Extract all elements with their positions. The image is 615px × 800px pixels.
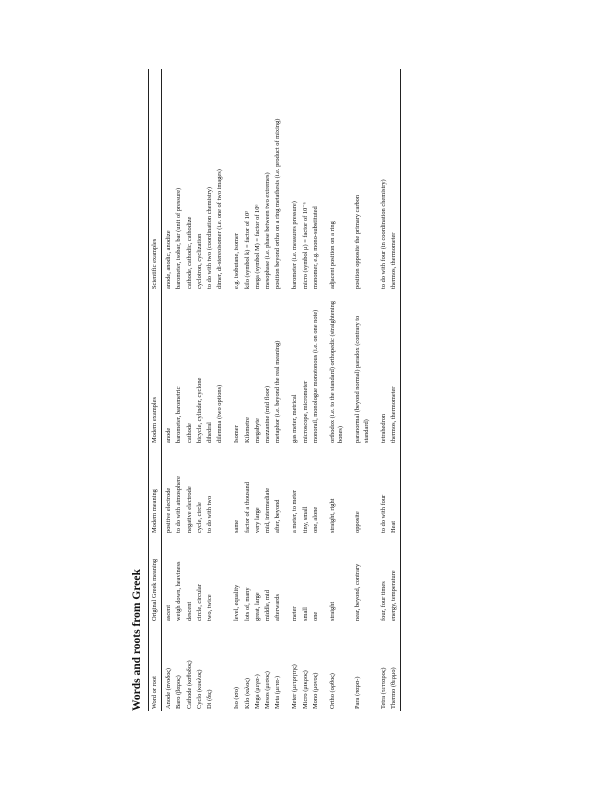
- table-cell: straight: [329, 601, 337, 621]
- table-cell: after, beyond: [274, 499, 282, 533]
- table-cell: Meta (μετα-): [274, 675, 282, 709]
- table-cell: barometer (i.e. measures pressure): [291, 201, 299, 289]
- table-cell: straight, right: [329, 498, 337, 533]
- table-header-row: [149, 69, 162, 711]
- table-cell: mezzanine (mid floor): [264, 385, 272, 443]
- table-cell: cyclotron, cyclization: [195, 233, 203, 289]
- table-cell: cathode, cathodic, cathodize: [185, 216, 193, 289]
- table-cell: mesophase (i.e. phase between two extremes): [264, 172, 272, 289]
- table-cell: Mega (μεγα-): [253, 674, 261, 709]
- table-cell: orthodox (i.e. to the standard) orthopedic (straightening bones): [329, 301, 345, 443]
- table-cell: great, large: [253, 592, 261, 621]
- column-header: Modern examples: [149, 291, 162, 445]
- table-cell: Ortho (ορθος): [329, 673, 337, 709]
- table-cell: Cathode (καθοδος): [185, 660, 193, 709]
- table-row: [346, 69, 371, 711]
- table-row: [311, 69, 321, 711]
- table-row: [225, 69, 242, 711]
- table-cell: two, twice: [206, 594, 214, 621]
- table-cell: factor of a thousand: [243, 482, 251, 533]
- table-cell: [215, 623, 225, 711]
- column-header: Word or root: [149, 623, 162, 711]
- table-cell: Meter (μετρητης): [291, 664, 299, 709]
- table-cell: micro (symbol μ) = factor of 10⁻⁶: [301, 202, 309, 289]
- table-cell: Para (παρα-): [354, 676, 362, 709]
- table-cell: Thermo (θερμο): [389, 623, 401, 711]
- table-cell: small: [301, 607, 309, 621]
- table-cell: Kilometre: [243, 417, 251, 443]
- table-cell: [215, 445, 225, 535]
- table-row: [174, 69, 184, 711]
- table-cell: to do with four: [379, 494, 387, 533]
- table-cell: dihedral: [206, 422, 214, 443]
- table-cell: four, four times: [379, 581, 387, 621]
- table-row: [263, 69, 273, 711]
- table-row: [283, 69, 300, 711]
- table-cell: megabyte: [253, 418, 261, 443]
- table-cell: dilemma (two options): [216, 384, 224, 443]
- table-row: [372, 69, 389, 711]
- table-cell: position beyond ortho on a ring metathesis (i.e. product of mixing): [274, 118, 282, 289]
- table-cell: middle, mid: [264, 590, 272, 621]
- table-cell: lots of, many: [243, 587, 251, 621]
- table-cell: Baro (βαρος): [175, 675, 183, 709]
- page-title: Words and roots from Greek: [131, 569, 143, 711]
- table-cell: [215, 535, 225, 623]
- table-cell: a meter, to meter: [291, 489, 299, 533]
- column-header: Original Greek meaning: [149, 535, 162, 623]
- table-cell: tiny, small: [301, 506, 309, 533]
- table-cell: Anode (ανοδος): [165, 667, 173, 709]
- table-cell: Iso (ισο): [233, 686, 241, 709]
- table-cell: paranormal (beyond normal) paradox (contrary to standard): [354, 315, 370, 443]
- column-header: Scientific examples: [149, 69, 162, 291]
- table-cell: adjacent position on a ring: [329, 221, 337, 289]
- table-row: [162, 69, 175, 711]
- table-cell: ascent: [165, 605, 173, 621]
- table-cell: opposite: [354, 511, 362, 533]
- table-cell: Micro (μικρος): [301, 670, 309, 709]
- table-cell: metaphor (i.e. beyond the real meaning): [274, 340, 282, 443]
- table-cell: near, beyond, contrary: [354, 563, 362, 621]
- table-cell: descent: [185, 601, 193, 621]
- table-cell: barometer, isobar, bar (unit of pressure): [175, 187, 183, 289]
- table-cell: Mono (μονος): [311, 672, 319, 709]
- table-cell: anode: [165, 427, 173, 443]
- table-cell: circle, circular: [195, 584, 203, 621]
- column-header: Modern meaning: [149, 445, 162, 535]
- table-cell: thermos, thermometer: [389, 69, 401, 291]
- table-cell: Di (δις): [206, 689, 214, 709]
- table-cell: barometer, barometric: [175, 386, 183, 443]
- table-row: [301, 69, 311, 711]
- table-cell: one, alone: [311, 506, 319, 533]
- table-cell: Mesos (μεσος): [264, 671, 272, 709]
- table-row: [215, 69, 225, 711]
- table-cell: Cyclo (κυκλος): [195, 669, 203, 709]
- table-cell: tetrahedron: [379, 413, 387, 443]
- table-row: [321, 69, 346, 711]
- table-cell: negative electrode: [185, 486, 193, 533]
- table-cell: anode, anodic, anodize: [165, 230, 173, 289]
- table-cell: monomer, e.g. mono-substituted: [311, 206, 319, 289]
- table-row: [389, 69, 401, 711]
- table-cell: weigh down, heaviness: [175, 561, 183, 621]
- table-row: [195, 69, 205, 711]
- table-cell: cathode: [185, 423, 193, 443]
- table-cell: position opposite the primary carbon: [354, 194, 362, 289]
- greek-roots-table: [148, 69, 401, 711]
- table-cell: Heat: [389, 445, 401, 535]
- table-cell: kilo (symbol k) = factor of 10³: [243, 211, 251, 289]
- table-cell: mid, intermediate: [264, 487, 272, 533]
- table-cell: gas meter, metrical: [291, 394, 299, 443]
- table-row: [185, 69, 195, 711]
- table-cell: positive electrode: [165, 487, 173, 533]
- table-cell: e.g. isobutane, isomer: [233, 233, 241, 289]
- table-cell: cycle, circle: [195, 502, 203, 533]
- table-row: [243, 69, 253, 711]
- table-cell: Tetra (τετταρος): [379, 667, 387, 709]
- table-cell: afterwards: [274, 594, 282, 621]
- table-cell: monorail, monologue monotonous (i.e. on one note): [311, 309, 319, 443]
- table-cell: dimer, di-stereoisomer (i.e. one of two images): [216, 169, 224, 289]
- table-cell: energy, temperature: [389, 535, 401, 623]
- table-cell: Isomer: [233, 425, 241, 443]
- table-cell: one: [311, 611, 319, 621]
- table-cell: bicycle, cylinder, cyclone: [195, 377, 203, 443]
- table-cell: Kilo (κιλος): [243, 678, 251, 709]
- table-row: [205, 69, 215, 711]
- table-cell: meter: [291, 606, 299, 621]
- table-cell: very large: [253, 507, 261, 533]
- table-cell: to do with two: [206, 495, 214, 533]
- rotated-table-block: [131, 89, 604, 711]
- table-cell: level, equality: [233, 584, 241, 621]
- table-cell: microscope, micrometer: [301, 380, 309, 443]
- table-cell: to do with two (coordination chemistry): [206, 186, 214, 289]
- table-row: [253, 69, 263, 711]
- table-cell: to do with four (in coordination chemistry): [379, 179, 387, 289]
- table-cell: to do with atmosphere: [175, 476, 183, 533]
- table-row: [273, 69, 283, 711]
- table-cell: thermos, thermometer: [389, 291, 401, 445]
- table-cell: same: [233, 519, 241, 533]
- table-cell: mega (symbol M) = factor of 10⁶: [253, 204, 261, 289]
